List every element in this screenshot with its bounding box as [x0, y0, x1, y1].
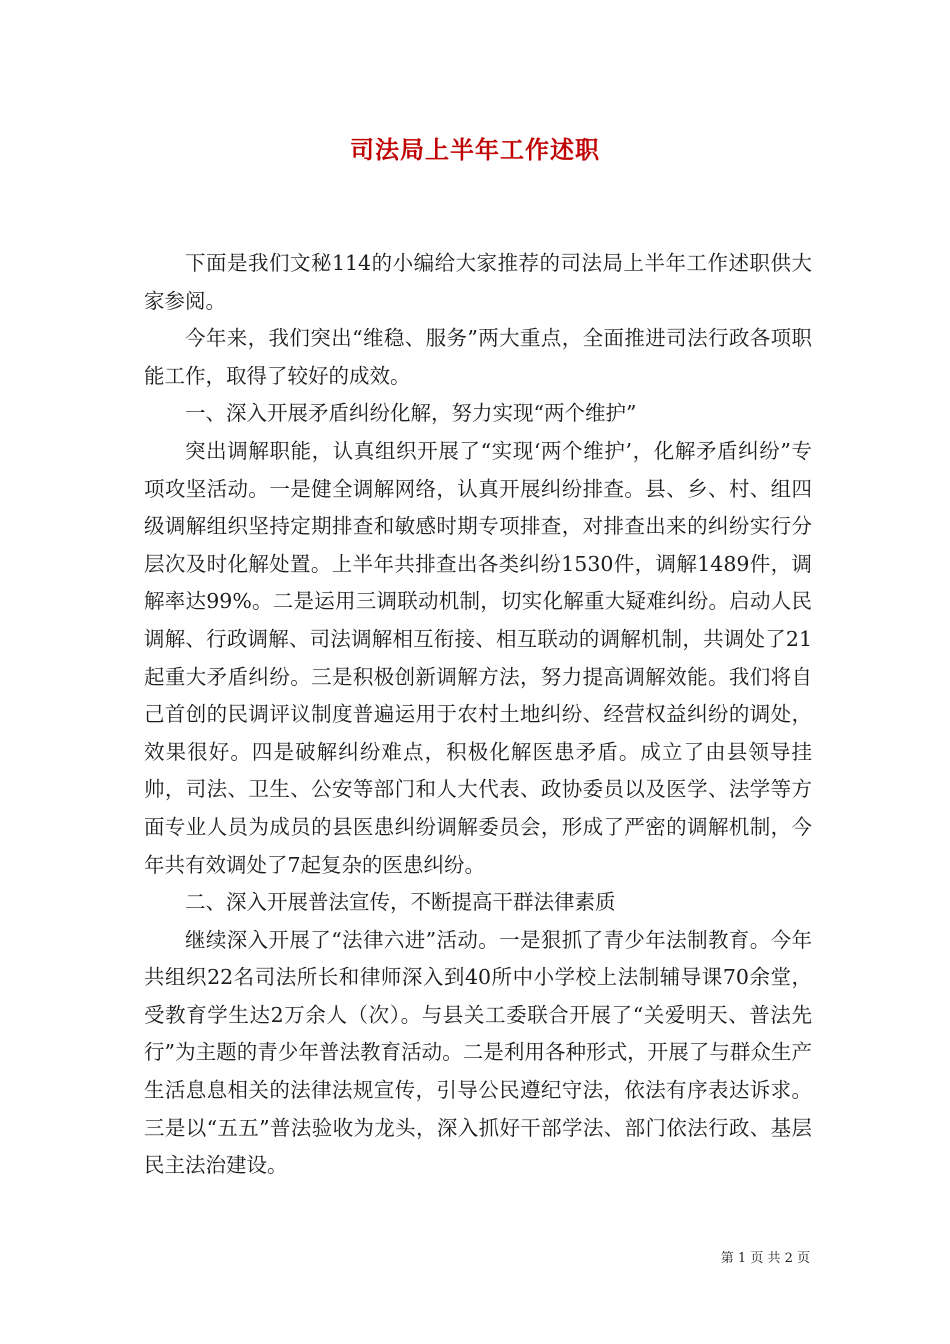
section-heading-2: 二、深入开展普法宣传，不断提高干群法律素质	[185, 890, 616, 915]
paragraph-legal-education: 继续深入开展了“法律六进”活动。一是狠抓了青少年法制教育。今年共组织22名司法所长和律师深入到40所中小学校上法制辅导课70余堂，受教育学生达2万余人（次）。与县关工委联合开展了“关爱明天、普法先行”为主题的青少年普法教育活动。二是利用各种形式，开展了与群众生产生活息息相关的法律法规宣传，引导公民遵纪守法，依法有序表达诉求。三是以“五五”普法验收为龙头，深入抓好干部学法、部门依法行政、基层民主法治建设。	[144, 927, 812, 1178]
document-title: 司法局上半年工作述职	[350, 135, 600, 164]
paragraph-intro: 下面是我们文秘114的小编给大家推荐的司法局上半年工作述职供大家参阅。	[144, 251, 812, 313]
paragraph-mediation: 突出调解职能，认真组织开展了“实现‘两个维护’，化解矛盾纠纷”专项攻坚活动。一是健全调解网络，认真开展纠纷排查。县、乡、村、组四级调解组织坚持定期排查和敏感时期专项排查，对排查出来的纠纷实行分层次及时化解处置。上半年共排查出各类纠纷1530件，调解1489件，调解率达99%。二是运用三调联动机制，切实化解重大疑难纠纷。启动人民调解、行政调解、司法调解相互衔接、相互联动的调解机制，共调处了21起重大矛盾纠纷。三是积极创新调解方法，努力提高调解效能。我们将自己首创的民调评议制度普遍运用于农村土地纠纷、经营权益纠纷的调处，效果很好。四是破解纠纷难点，积极化解医患矛盾。成立了由县领导挂帅，司法、卫生、公安等部门和人大代表、政协委员以及医学、法学等方面专业人员为成员的县医患纠纷调解委员会，形成了严密的调解机制，今年共有效调处了7起复杂的医患纠纷。	[144, 438, 812, 877]
paragraph-overview: 今年来，我们突出“维稳、服务”两大重点，全面推进司法行政各项职能工作，取得了较好的成效。	[144, 326, 812, 388]
document-body	[144, 245, 812, 1185]
section-heading-1: 一、深入开展矛盾纠纷化解，努力实现“两个维护”	[185, 401, 637, 426]
page-indicator: 第 1 页 共 2 页	[720, 1251, 810, 1266]
